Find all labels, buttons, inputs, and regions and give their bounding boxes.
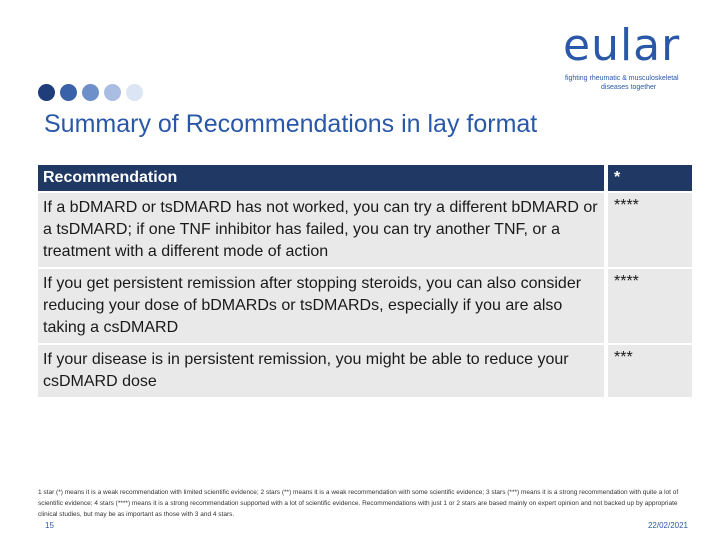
recommendation-stars: **** <box>608 193 692 267</box>
decor-dot-4 <box>104 84 121 101</box>
header-recommendation: Recommendation <box>38 165 604 191</box>
header-stars: * <box>608 165 692 191</box>
slide-title: Summary of Recommendations in lay format <box>44 110 538 138</box>
decorative-dots <box>38 84 143 101</box>
decor-dot-5 <box>126 84 143 101</box>
logo-tagline-line-1: fighting rheumatic & musculoskeletal <box>565 75 679 82</box>
recommendation-text: If you get persistent remission after stopping steroids, you can also consider reducing your dose of bDMARDs or tsDMARDs, especially if you are also taking a csDMARD <box>38 269 604 343</box>
recommendation-text: If your disease is in persistent remission, you might be able to reduce your csDMARD dose <box>38 345 604 397</box>
logo-tagline-line-2: diseases together <box>601 84 657 91</box>
table-row <box>38 269 692 343</box>
decor-dot-2 <box>60 84 77 101</box>
recommendation-stars: *** <box>608 345 692 397</box>
slide-date: 22/02/2021 <box>647 521 688 530</box>
logo-tagline <box>563 74 703 92</box>
table-header-row <box>38 165 692 191</box>
star-rating-footnote: 1 star (*) means it is a weak recommendation with limited scientific evidence; 2 stars (**) means it is a weak recommendation with some scientific evidence; 3 stars (***) means it is a strong recommendation with quite a lot of scientific evidence; 4 stars (****) means it is a strong recommendation supported with a lot of scientific evidence. Recommendations with just 1 or 2 stars are based mainly on expert opinion and not backed up by appropriate clinical studies, but may be as important as those with 3 and 4 stars. <box>38 489 679 518</box>
page-number: 15 <box>45 521 54 530</box>
table-row <box>38 193 692 267</box>
recommendation-text: If a bDMARD or tsDMARD has not worked, you can try a different bDMARD or a tsDMARD; if one TNF inhibitor has failed, you can try another TNF, or a treatment with a different mode of action <box>38 193 604 267</box>
recommendation-stars: **** <box>608 269 692 343</box>
eular-logo <box>563 22 703 92</box>
decor-dot-1 <box>38 84 55 101</box>
decor-dot-3 <box>82 84 99 101</box>
logo-wordmark: eular <box>563 20 681 71</box>
recommendations-table <box>38 165 692 399</box>
table-row <box>38 345 692 397</box>
